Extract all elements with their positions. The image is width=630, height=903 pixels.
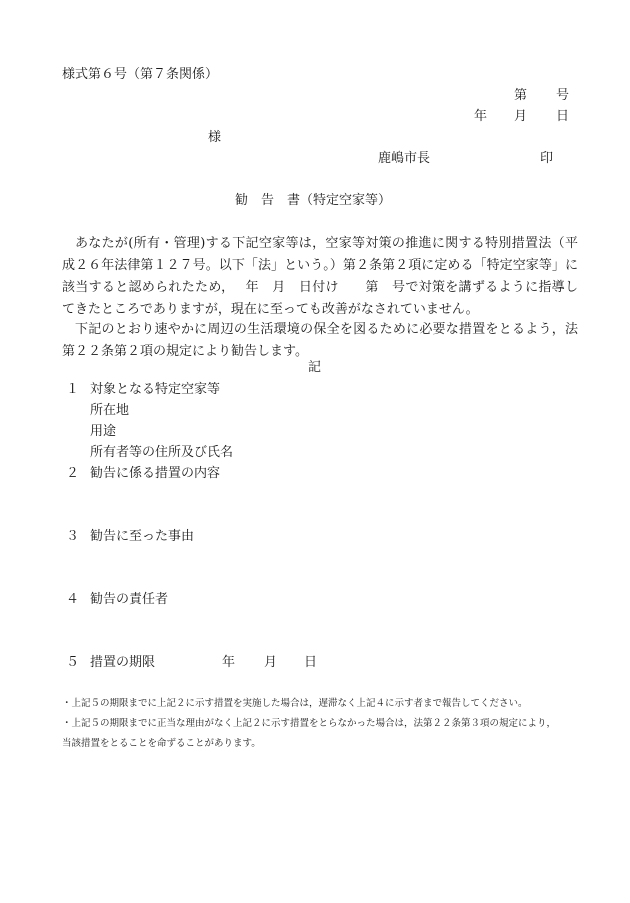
date-day-label: 日 [556,109,570,124]
item-1-owner: 所有者等の住所及び氏名 [90,445,234,460]
ki-heading: 記 [308,360,322,375]
document-number-suffix: 号 [556,88,570,103]
item-1-location: 所在地 [90,403,130,418]
date-year-label: 年 [474,109,488,124]
item-4-label: 勧告の責任者 [90,592,169,607]
item-5-day-label: 日 [304,655,318,670]
item-2-label: 勧告に係る措置の内容 [90,466,221,481]
issuer-name: 鹿嶋市長 [378,151,431,166]
note-1: ・上記５の期限までに上記２に示す措置を実施した場合は，遅滞なく上記４に示す者まで報告してください。 [62,698,528,709]
note-2: ・上記５の期限までに正当な理由がなく上記２に示す措置をとらなかった場合は，法第２２条第３項の規定により， [62,718,557,729]
item-5-number: ５ [66,655,80,670]
addressee-suffix: 様 [208,130,222,145]
note-3: 当該措置をとることを命ずることがあります。 [62,738,261,749]
item-1-usage: 用途 [90,424,117,439]
item-2-number: ２ [66,466,80,481]
item-5-year-label: 年 [222,655,236,670]
body-paragraph-1: あなたが(所有・管理)する下記空家等は，空家等対策の推進に関する特別措置法（平成２６年法律第１２７号。以下「法」という。）第２条第２項に定める「特定空家等」に該当すると認められたため， 年 月 日付け 第 号で対策を講ずるように指導してきたところでありますが，現在に至っても改善がなされていません。 [62,236,578,317]
form-label: 様式第６号（第７条関係） [62,67,219,82]
item-5-month-label: 月 [264,655,278,670]
item-4-number: ４ [66,592,80,607]
item-3-label: 勧告に至った事由 [90,529,195,544]
item-5-label: 措置の期限 [90,655,156,670]
item-1-label: 対象となる特定空家等 [90,382,221,397]
date-month-label: 月 [514,109,528,124]
item-1-number: １ [66,382,80,397]
document-number-prefix: 第 [514,88,528,103]
document-title: 勧 告 書（特定空家等） [235,193,392,208]
item-3-number: ３ [66,529,80,544]
body-paragraph-2: 下記のとおり速やかに周辺の生活環境の保全を図るために必要な措置をとるよう，法第２２条第２項の規定により勧告します。 [62,322,578,359]
seal-mark: 印 [540,151,554,166]
